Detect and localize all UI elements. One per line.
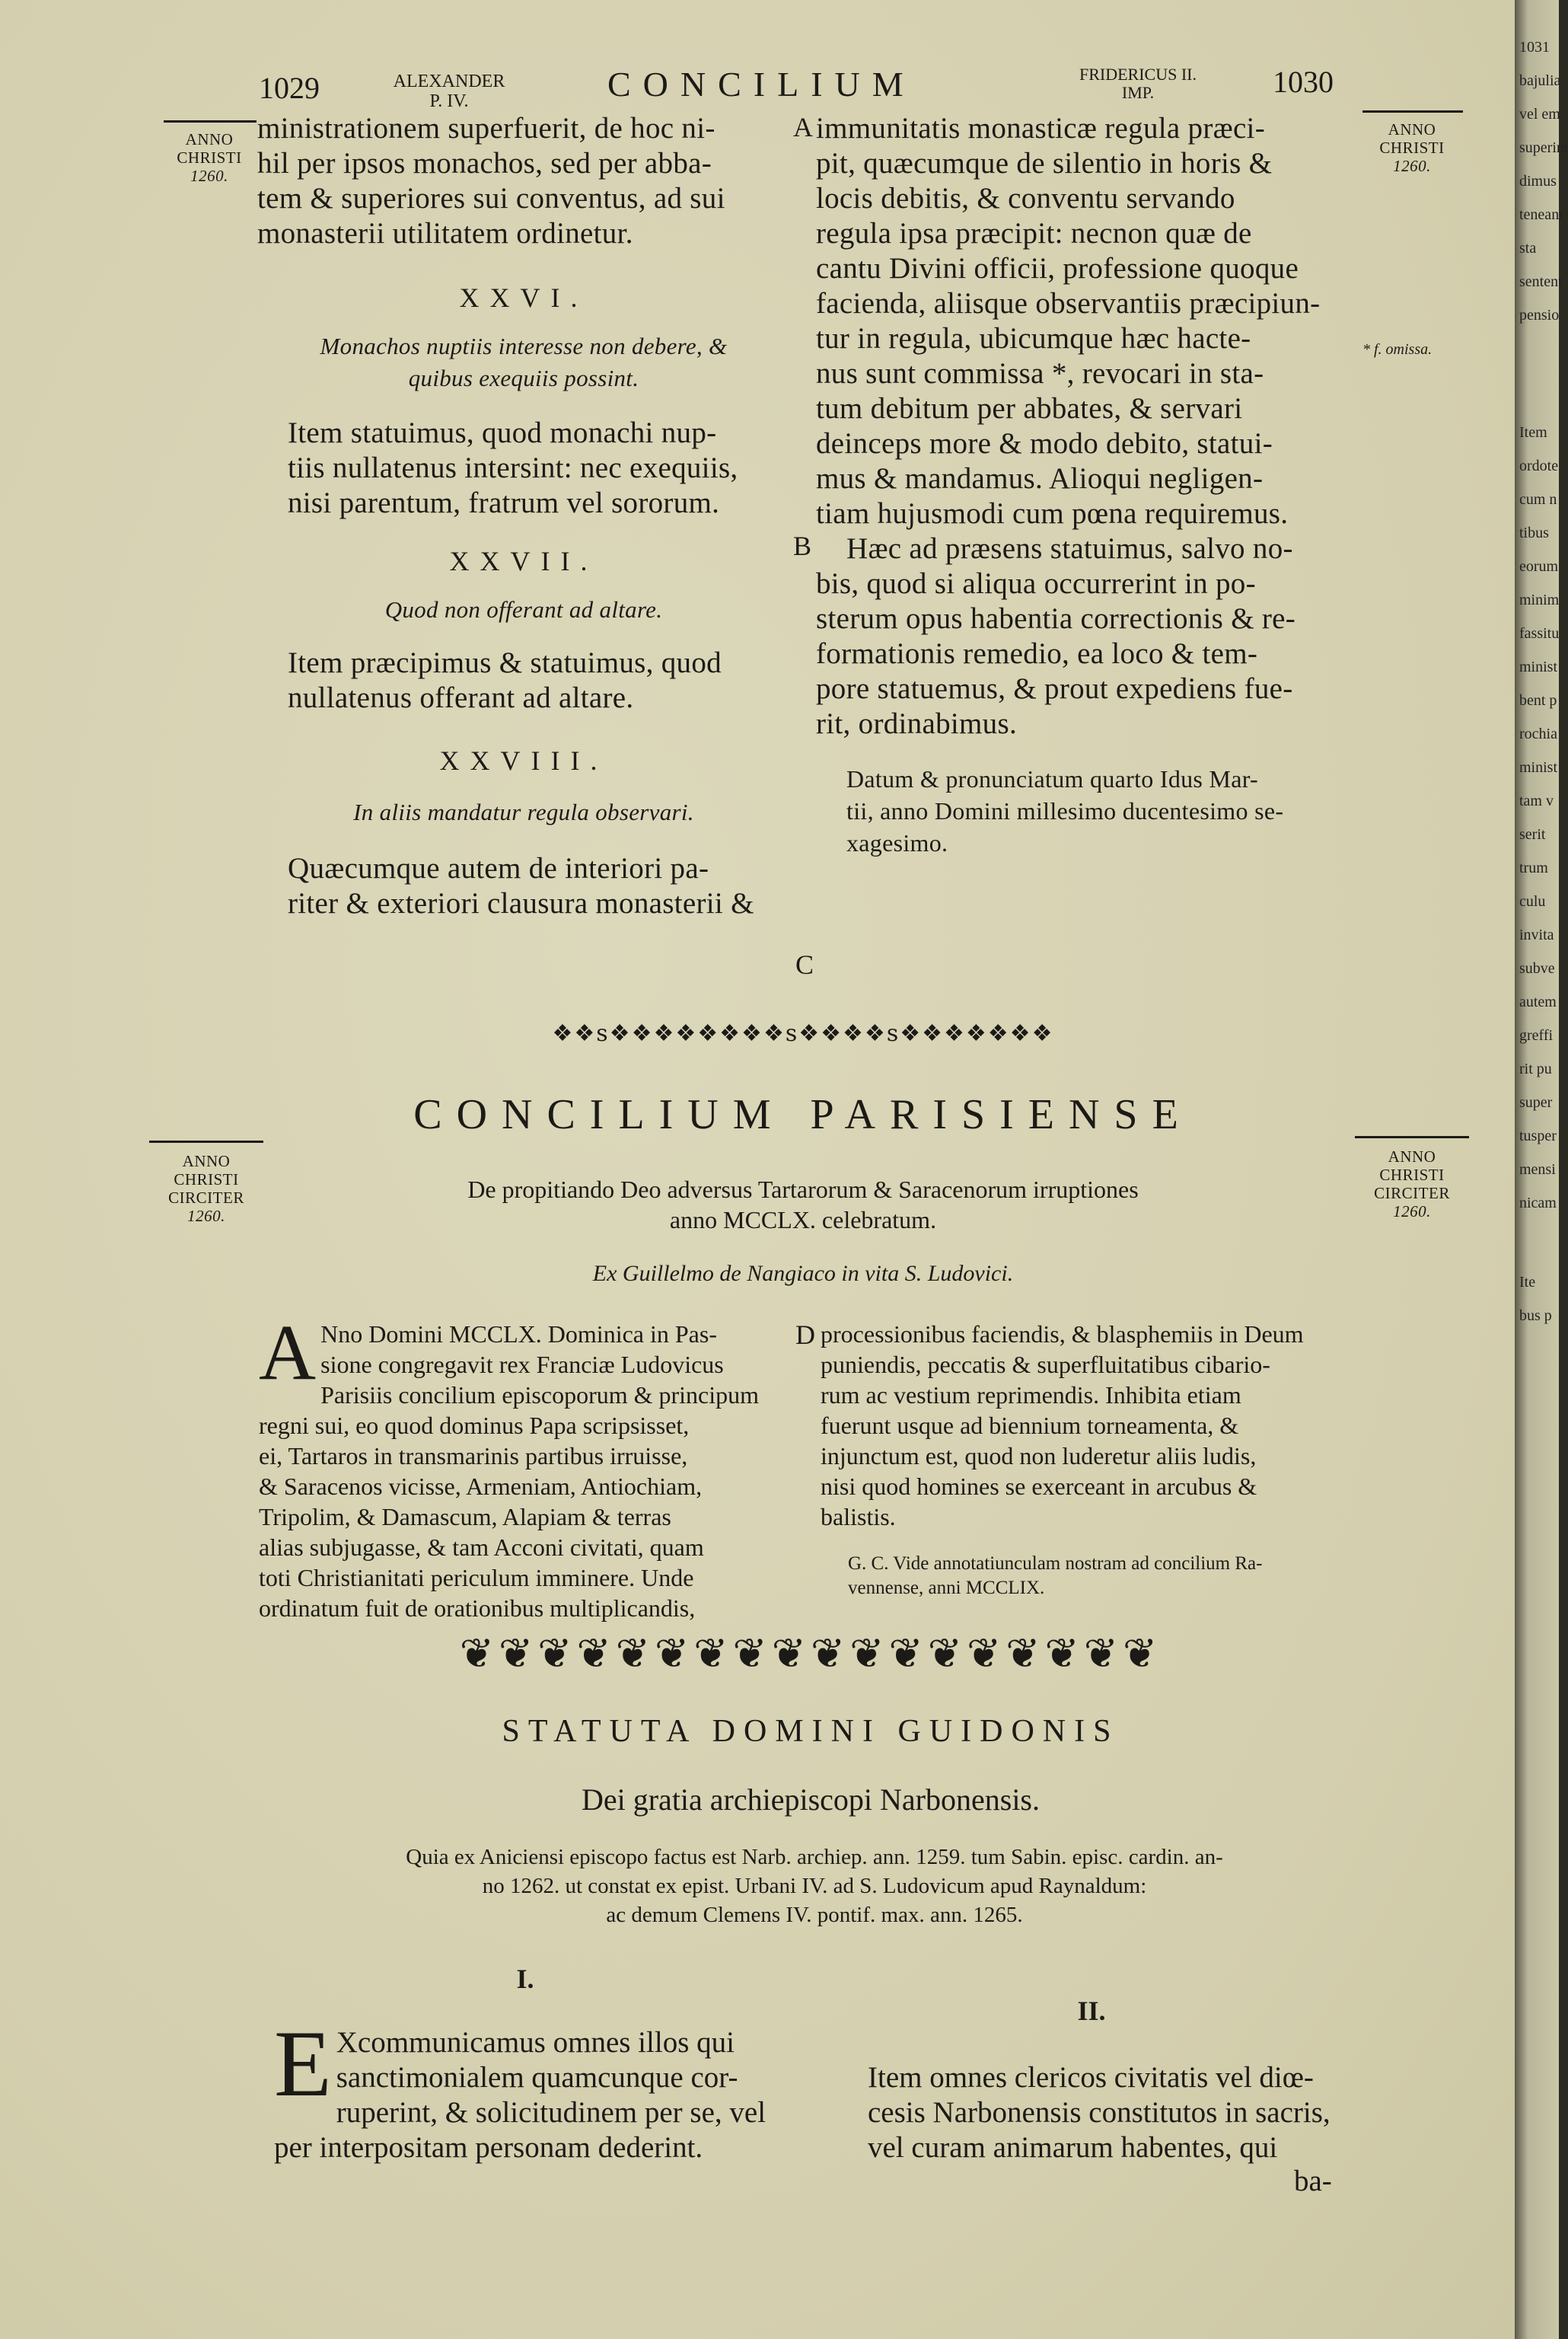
text-fragment: vel em [1519,106,1560,123]
left-running-head [373,72,525,111]
section-letter-b: B [793,531,812,561]
text-line: De propitiando Deo adversus Tartarorum & Saracenorum irruptiones [467,1176,1139,1203]
text-line: no 1262. ut constat ex epist. Urbani IV. ad S. Ludovicum apud Raynaldum: [482,1874,1147,1898]
text-line: regula ipsa præcipit: necnon quæ de [816,217,1252,250]
text-line: tum debitum per abbates, & servari [816,392,1243,425]
text-line: processionibus faciendis, & blasphemiis in Deum [821,1320,1304,1348]
parisiense-note [821,1552,1362,1600]
text-fragment: teneant [1519,206,1563,223]
text-line: Parisiis concilium episcoporum & principum [320,1381,760,1409]
statuta-section-2-body [868,2060,1370,2165]
drop-cap-a: A [259,1309,317,1396]
text-line: G. C. Vide annotatiunculam nostram ad concilium Ra- [848,1553,1263,1574]
text-line: regni sui, eo quod dominus Papa scripsisset, [259,1412,690,1439]
text-line: tiam hujusmodi cum pœna requiremus. [816,497,1289,530]
text-fragment: nicam [1519,1195,1557,1211]
text-line: mus & mandamus. Alioqui negligen- [816,462,1264,495]
text-fragment: mensi [1519,1161,1556,1178]
left-running-name: ALEXANDER [393,72,505,91]
year-label: 1260. [1393,1202,1431,1221]
text-line: Xcommunicamus omnes illos qui [336,2026,735,2059]
text-fragment: sentent [1519,273,1563,290]
christi-label: CHRISTI [177,148,242,167]
margin-rule [164,120,257,123]
parisiense-title: CONCILIUM PARISIENSE [413,1091,1193,1138]
text-line: balistis. [821,1503,896,1530]
text-fragment: minim [1519,592,1560,608]
year-label: 1260. [190,167,228,185]
text-line: nullatenus offerant ad altare. [288,681,634,714]
text-line: sanctimonialem quamcunque cor- [336,2061,738,2094]
margin-anno-left-top [164,120,255,185]
margin-rule [1355,1136,1469,1138]
text-fragment: 1031 [1519,39,1550,56]
text-fragment: invita [1519,927,1554,943]
text-line: anno MCCLX. celebratum. [669,1206,937,1233]
text-line: monasterii utilitatem ordinetur. [257,217,633,250]
text-line: rit, ordinabimus. [816,707,1017,740]
text-fragment: tusper [1519,1128,1557,1144]
upper-left-column [257,111,790,921]
statuta-intro [266,1843,1362,1929]
year-label: 1260. [187,1207,225,1225]
right-running-sub: IMP. [1121,83,1155,102]
text-line: ei, Tartaros in transmarinis partibus irruisse, [259,1442,688,1469]
circiter-label: CIRCITER [1374,1184,1450,1202]
section-28-body [257,851,790,921]
text-fragment: dimus [1519,173,1557,190]
text-fragment: bent p [1519,692,1557,709]
text-fragment: culu [1519,893,1546,910]
drop-cap-e: E [274,2012,332,2116]
text-line: alias subjugasse, & tam Acconi civitati, quam [259,1533,704,1561]
text-fragment: minist [1519,659,1558,675]
text-line: tem & superiores sui conventus, ad sui [257,182,725,215]
text-fragment: cum n [1519,491,1557,508]
text-fragment: subve [1519,960,1555,977]
section-26-body [257,416,790,521]
section-letter-a: A [793,112,813,142]
left-running-sub: P. IV. [429,91,469,111]
anno-label: ANNO [182,1152,231,1170]
ornament-band-1: ❖❖s❖❖❖❖❖❖❖❖s❖❖❖❖s❖❖❖❖❖❖❖ [552,1020,1054,1047]
text-line: tiis nullatenus intersint: nec exequiis, [288,452,738,484]
text-fragment: Ite [1519,1274,1536,1291]
text-line: formationis remedio, ea loco & tem- [816,637,1258,670]
text-line: hil per ipsos monachos, sed per abba- [257,147,712,180]
ornament-band-2: ❦❦❦❦❦❦❦❦❦❦❦❦❦❦❦❦❦❦ [459,1629,1162,1677]
statuta-section-2-number: II. [1077,1996,1106,2026]
margin-anno-right-top [1362,110,1461,175]
text-line: tii, anno Domini millesimo ducentesimo se- [846,797,1284,825]
text-line: Quia ex Aniciensi episcopo factus est Narb. archiep. ann. 1259. tum Sabin. episc. cardin. an- [406,1845,1223,1869]
anno-label: ANNO [185,130,234,148]
text-line: toti Christianitati periculum imminere. Unde [259,1564,694,1591]
text-line: tur in regula, ubicumque hæc hacte- [816,322,1251,355]
text-fragment: ordote [1519,458,1559,474]
margin-note-omissa: * f. omissa. [1362,341,1433,358]
text-line: xagesimo. [846,829,948,857]
text-fragment: minist [1519,759,1558,776]
parisiense-source: Ex Guillelmo de Nangiaco in vita S. Ludovici. [592,1261,1014,1286]
text-line: Quæcumque autem de interiori pa- [288,852,709,885]
text-line: nisi parentum, fratrum vel sororum. [288,487,720,519]
text-fragment: fassitu [1519,625,1560,642]
upper-right-column [816,111,1356,859]
parisiense-subtitle [304,1174,1302,1235]
text-line: & Saracenos vicisse, Armeniam, Antiochiam, [259,1473,703,1500]
text-fragment: serit [1519,826,1546,843]
section-27-number: XXVII. [449,546,598,576]
margin-anno-right-paris [1355,1136,1469,1221]
parisiense-right-column [821,1319,1362,1600]
text-line: ac demum Clemens IV. pontif. max. ann. 1265. [606,1903,1023,1927]
text-line: Hæc ad præsens statuimus, salvo no- [846,532,1293,565]
left-page-number: 1029 [259,71,320,105]
text-fragment: greffi [1519,1027,1554,1044]
text-line: ministrationem superfuerit, de hoc ni- [257,112,715,145]
section-28-title: In aliis mandatur regula observari. [353,799,694,825]
text-line: Item præcipimus & statuimus, quod [288,646,722,679]
statuta-subtitle: Dei gratia archiepiscopi Narbonensis. [581,1782,1040,1817]
text-line: ordinatum fuit de orationibus multiplicandis, [259,1594,696,1622]
right-running-head [1054,65,1222,102]
section-27-body [257,646,790,716]
text-line: Nno Domini MCCLX. Dominica in Pas- [320,1320,717,1348]
text-line: fuerunt usque ad biennium torneamenta, & [821,1412,1239,1439]
statuta-title: STATUTA DOMINI GUIDONIS [502,1714,1120,1749]
text-line: cantu Divini officii, professione quoque [816,252,1299,285]
margin-rule [149,1141,263,1143]
text-line: Monachos nuptiis interesse non debere, & [320,333,728,359]
text-fragment: rit pu [1519,1061,1552,1077]
text-line: ruperint, & solicitudinem per se, vel [336,2096,766,2129]
text-line: vel curam animarum habentes, qui [868,2131,1278,2164]
text-fragment: sta [1519,240,1537,257]
anno-label: ANNO [1388,120,1436,139]
text-line: puniendis, peccatis & superfluitatibus cibario- [821,1351,1270,1378]
text-line: sterum opus habentia correctionis & re- [816,602,1296,635]
text-line: deinceps more & modo debito, statui- [816,427,1273,460]
christi-label: CHRISTI [1379,1166,1445,1184]
text-line: Datum & pronunciatum quarto Idus Mar- [846,765,1259,793]
text-line: rum ac vestium reprimendis. Inhibita etiam [821,1381,1241,1409]
text-line: facienda, aliisque observantiis præcipiun- [816,287,1321,320]
text-line: bis, quod si aliqua occurrerint in po- [816,567,1256,600]
page-title: CONCILIUM [607,65,916,104]
right-page-number: 1030 [1273,65,1334,99]
text-line: per interpositam personam dederint. [274,2131,703,2164]
text-fragment: pensio [1519,307,1560,324]
text-line: nisi quod homines se exerceant in arcubus & [821,1473,1257,1500]
year-label: 1260. [1393,157,1431,175]
margin-rule [1362,110,1463,113]
christi-label: CHRISTI [1379,139,1445,157]
text-fragment: bajulia [1519,72,1561,89]
christi-label: CHRISTI [174,1170,239,1189]
anno-label: ANNO [1388,1147,1436,1166]
text-line: Tripolim, & Damascum, Alapiam & terras [259,1503,671,1530]
intro-paragraph [257,111,790,251]
section-26-title [257,330,790,394]
text-line: pore statuemus, & prout expediens fue- [816,672,1293,705]
right-running-name: FRIDERICUS II. [1079,65,1197,84]
text-fragment: Item [1519,424,1547,441]
next-page-text [1519,30,1568,1332]
statuta-section-1-number: I. [516,1964,534,1994]
text-fragment: tam v [1519,793,1554,809]
text-fragment: trum [1519,860,1548,876]
catchword: ba- [1294,2165,1332,2197]
text-line: sione congregavit rex Franciæ Ludovicus [320,1351,724,1378]
text-fragment: autem [1519,994,1557,1010]
section-letter-d: D [795,1319,815,1350]
section-28-number: XXVIII. [439,745,608,776]
section-27-title: Quod non offerant ad altare. [384,596,663,623]
text-line: nus sunt commissa *, revocari in sta- [816,357,1264,390]
text-line: cesis Narbonensis constitutos in sacris, [868,2096,1331,2129]
text-fragment: super [1519,1094,1553,1111]
text-line: riter & exteriori clausura monasterii & [288,887,754,920]
text-fragment: rochia [1519,726,1557,742]
section-26-number: XXVI. [459,282,588,313]
text-fragment: bus p [1519,1307,1552,1324]
text-line: Item omnes clericos civitatis vel diœ- [868,2061,1314,2094]
text-line: quibus exequiis possint. [408,365,639,391]
parisiense-left-column [259,1309,792,1623]
next-page-edge [1515,0,1568,2339]
section-letter-c: C [795,949,814,980]
text-line: immunitatis monasticæ regula præci- [816,112,1265,145]
datum-paragraph [816,763,1356,859]
margin-anno-left-paris [149,1141,263,1225]
text-fragment: tibus [1519,525,1549,541]
text-line: locis debitis, & conventu servando [816,182,1235,215]
text-line: Item statuimus, quod monachi nup- [288,416,717,449]
text-fragment: eorum [1519,558,1559,575]
statuta-section-1-body [274,2012,807,2165]
text-line: injunctum est, quod non luderetur aliis ludis, [821,1442,1257,1469]
text-line: vennense, anni MCCLIX. [848,1578,1045,1598]
text-fragment: superint [1519,139,1568,156]
text-line: pit, quæcumque de silentio in horis & [816,147,1273,180]
circiter-label: CIRCITER [168,1189,244,1207]
